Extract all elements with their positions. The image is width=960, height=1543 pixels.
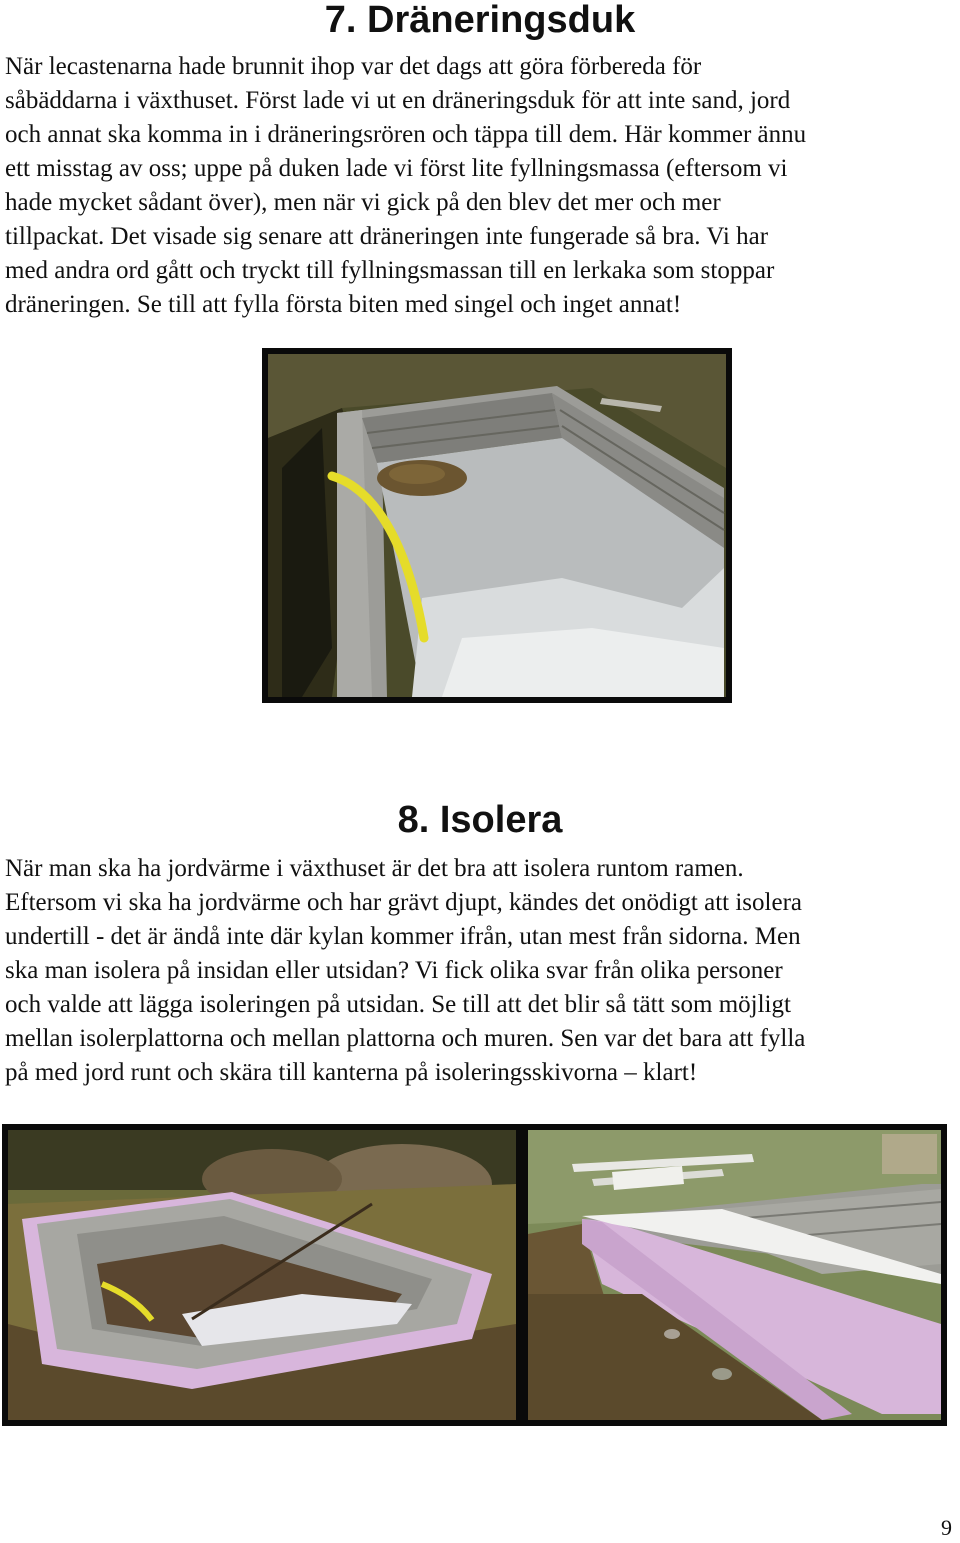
text-line: dräneringen. Se till att fylla första biten med singel och inget annat!	[5, 291, 682, 318]
text-line: och annat ska komma in i dräneringsrören och täppa till dem. Här kommer ännu	[5, 121, 807, 148]
text-line: mellan isolerplattorna och mellan plattorna och muren. Sen var det bara att fylla	[5, 1025, 806, 1052]
text-line: undertill - det är ändå inte där kylan kommer ifrån, utan mest från sidorna. Men	[5, 923, 801, 950]
insulation-closeup-photo	[522, 1124, 947, 1426]
section-7-title: 7. Dräneringsduk	[324, 0, 636, 41]
drainage-cloth-photo	[262, 348, 732, 703]
text-line: ett misstag av oss; uppe på duken lade vi först lite fyllningsmassa (eftersom vi	[5, 155, 788, 182]
insulated-frame-overview-photo	[2, 1124, 522, 1426]
text-line: När lecastenarna hade brunnit ihop var det dags att göra förbereda för	[5, 53, 702, 80]
text-line: hade mycket sådant över), men när vi gick på den blev det mer och mer	[5, 189, 721, 216]
text-line: och valde att lägga isoleringen på utsidan. Se till att det blir så tätt som möjligt	[5, 991, 791, 1018]
text-line: tillpackat. Det visade sig senare att dräneringen inte fungerade så bra. Vi har	[5, 223, 769, 250]
text-line: med andra ord gått och tryckt till fyllningsmassan till en lerkaka som stoppar	[5, 257, 775, 284]
text-line: När man ska ha jordvärme i växthuset är det bra att isolera runtom ramen.	[5, 855, 744, 882]
text-line: Eftersom vi ska ha jordvärme och har grävt djupt, kändes det onödigt att isolera	[5, 889, 802, 916]
text-line: såbäddarna i växthuset. Först lade vi ut en dräneringsduk för att inte sand, jord	[5, 87, 791, 114]
page-number: 9	[941, 1515, 952, 1540]
text-line: på med jord runt och skära till kanterna på isoleringsskivorna – klart!	[5, 1059, 698, 1086]
section-8-paragraph	[5, 852, 955, 1090]
section-8-title: 8. Isolera	[397, 799, 563, 841]
section-7-paragraph	[5, 50, 955, 322]
text-line: ska man isolera på insidan eller utsidan? Vi fick olika svar från olika personer	[5, 957, 783, 984]
